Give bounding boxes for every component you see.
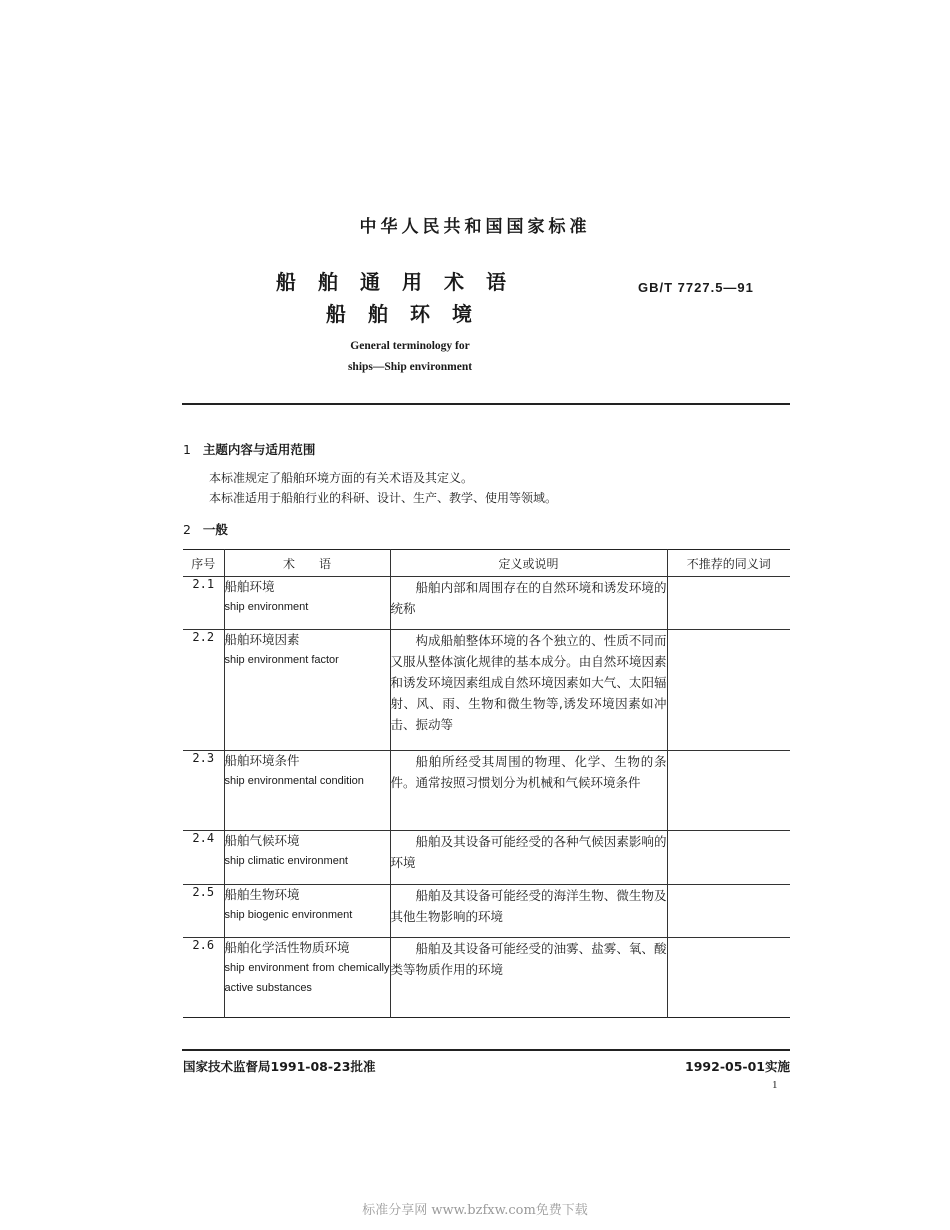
column-header-number: 序号 <box>191 556 216 571</box>
footer-rule <box>182 1049 790 1051</box>
document-title-line1: 船舶通用术语 <box>276 270 528 294</box>
section-2-heading <box>183 520 228 538</box>
column-header-synonym: 不推荐的同义词 <box>667 550 790 577</box>
term-cell <box>224 630 390 751</box>
table-row <box>183 630 790 751</box>
term-number: 2.6 <box>192 938 215 952</box>
term-number: 2.1 <box>192 577 215 591</box>
term-english: ship climatic environment <box>224 855 348 867</box>
english-title-line2: ships—Ship environment <box>347 361 473 373</box>
term-chinese: 船舶环境因素 <box>224 632 300 647</box>
term-cell <box>224 831 390 885</box>
term-synonym <box>667 630 790 751</box>
page-number: 1 <box>772 1079 778 1091</box>
term-definition: 船舶内部和周围存在的自然环境和诱发环境的统称 <box>390 577 667 630</box>
section-number: 2 <box>183 522 191 537</box>
term-chinese: 船舶环境条件 <box>224 753 300 768</box>
implementation-date: 1992-05-01实施 <box>685 1059 790 1074</box>
term-chinese: 船舶环境 <box>224 579 275 594</box>
header-rule <box>182 403 790 405</box>
section-1-heading <box>183 440 315 458</box>
section-title: 主题内容与适用范围 <box>202 442 316 457</box>
document-title-line2: 船舶环境 <box>326 302 494 326</box>
term-chinese: 船舶气候环境 <box>224 833 300 848</box>
english-title-line1: General terminology for <box>350 340 470 352</box>
term-number: 2.3 <box>192 751 215 765</box>
standard-type-heading: 中华人民共和国国家标准 <box>359 217 591 237</box>
watermark: 标准分享网 www.bzfxw.com免费下载 <box>362 1203 588 1218</box>
english-title <box>300 336 520 378</box>
term-english: ship environmental condition <box>224 775 364 787</box>
term-cell <box>224 577 390 630</box>
table-row <box>183 751 790 831</box>
term-english: ship environment <box>224 601 309 613</box>
term-english: ship environment from chemically active substances <box>224 962 390 994</box>
term-definition: 船舶及其设备可能经受的油雾、盐雾、氧、酸类等物质作用的环境 <box>390 938 667 1018</box>
column-header-definition: 定义或说明 <box>390 550 667 577</box>
term-number: 2.5 <box>192 885 215 899</box>
term-synonym <box>667 831 790 885</box>
section-1-paragraph: 本标准适用于船舶行业的科研、设计、生产、教学、使用等领域。 <box>209 491 558 505</box>
term-synonym <box>667 577 790 630</box>
term-definition: 构成船舶整体环境的各个独立的、性质不同而又服从整体演化规律的基本成分。由自然环境因素和诱发环境因素组成自然环境因素如大气、太阳辐射、风、雨、生物和微生物等,诱发环境因素如冲击、振动等 <box>390 630 667 751</box>
term-english: ship environment factor <box>224 654 339 666</box>
term-synonym <box>667 938 790 1018</box>
section-number: 1 <box>183 442 191 457</box>
term-chinese: 船舶化学活性物质环境 <box>224 940 350 955</box>
term-cell <box>224 751 390 831</box>
term-cell <box>224 885 390 938</box>
term-number: 2.4 <box>192 831 215 845</box>
table-row <box>183 577 790 630</box>
approval-info: 国家技术监督局1991-08-23批准 <box>183 1059 376 1074</box>
section-title: 一般 <box>202 522 228 537</box>
term-number: 2.2 <box>192 630 215 644</box>
table-row <box>183 938 790 1018</box>
table-row <box>183 831 790 885</box>
term-definition: 船舶所经受其周围的物理、化学、生物的条件。通常按照习惯划分为机械和气候环境条件 <box>390 751 667 831</box>
section-1-paragraph: 本标准规定了船舶环境方面的有关术语及其定义。 <box>209 471 474 485</box>
term-chinese: 船舶生物环境 <box>224 887 300 902</box>
term-english: ship biogenic environment <box>224 909 353 921</box>
term-synonym <box>667 751 790 831</box>
table-row <box>183 885 790 938</box>
standard-number: GB/T 7727.5—91 <box>638 280 754 295</box>
column-header-term: 术 语 <box>224 550 390 577</box>
term-synonym <box>667 885 790 938</box>
table-header-row <box>183 550 790 577</box>
terms-table <box>183 549 790 1018</box>
term-definition: 船舶及其设备可能经受的各种气候因素影响的环境 <box>390 831 667 885</box>
term-cell <box>224 938 390 1018</box>
term-definition: 船舶及其设备可能经受的海洋生物、微生物及其他生物影响的环境 <box>390 885 667 938</box>
